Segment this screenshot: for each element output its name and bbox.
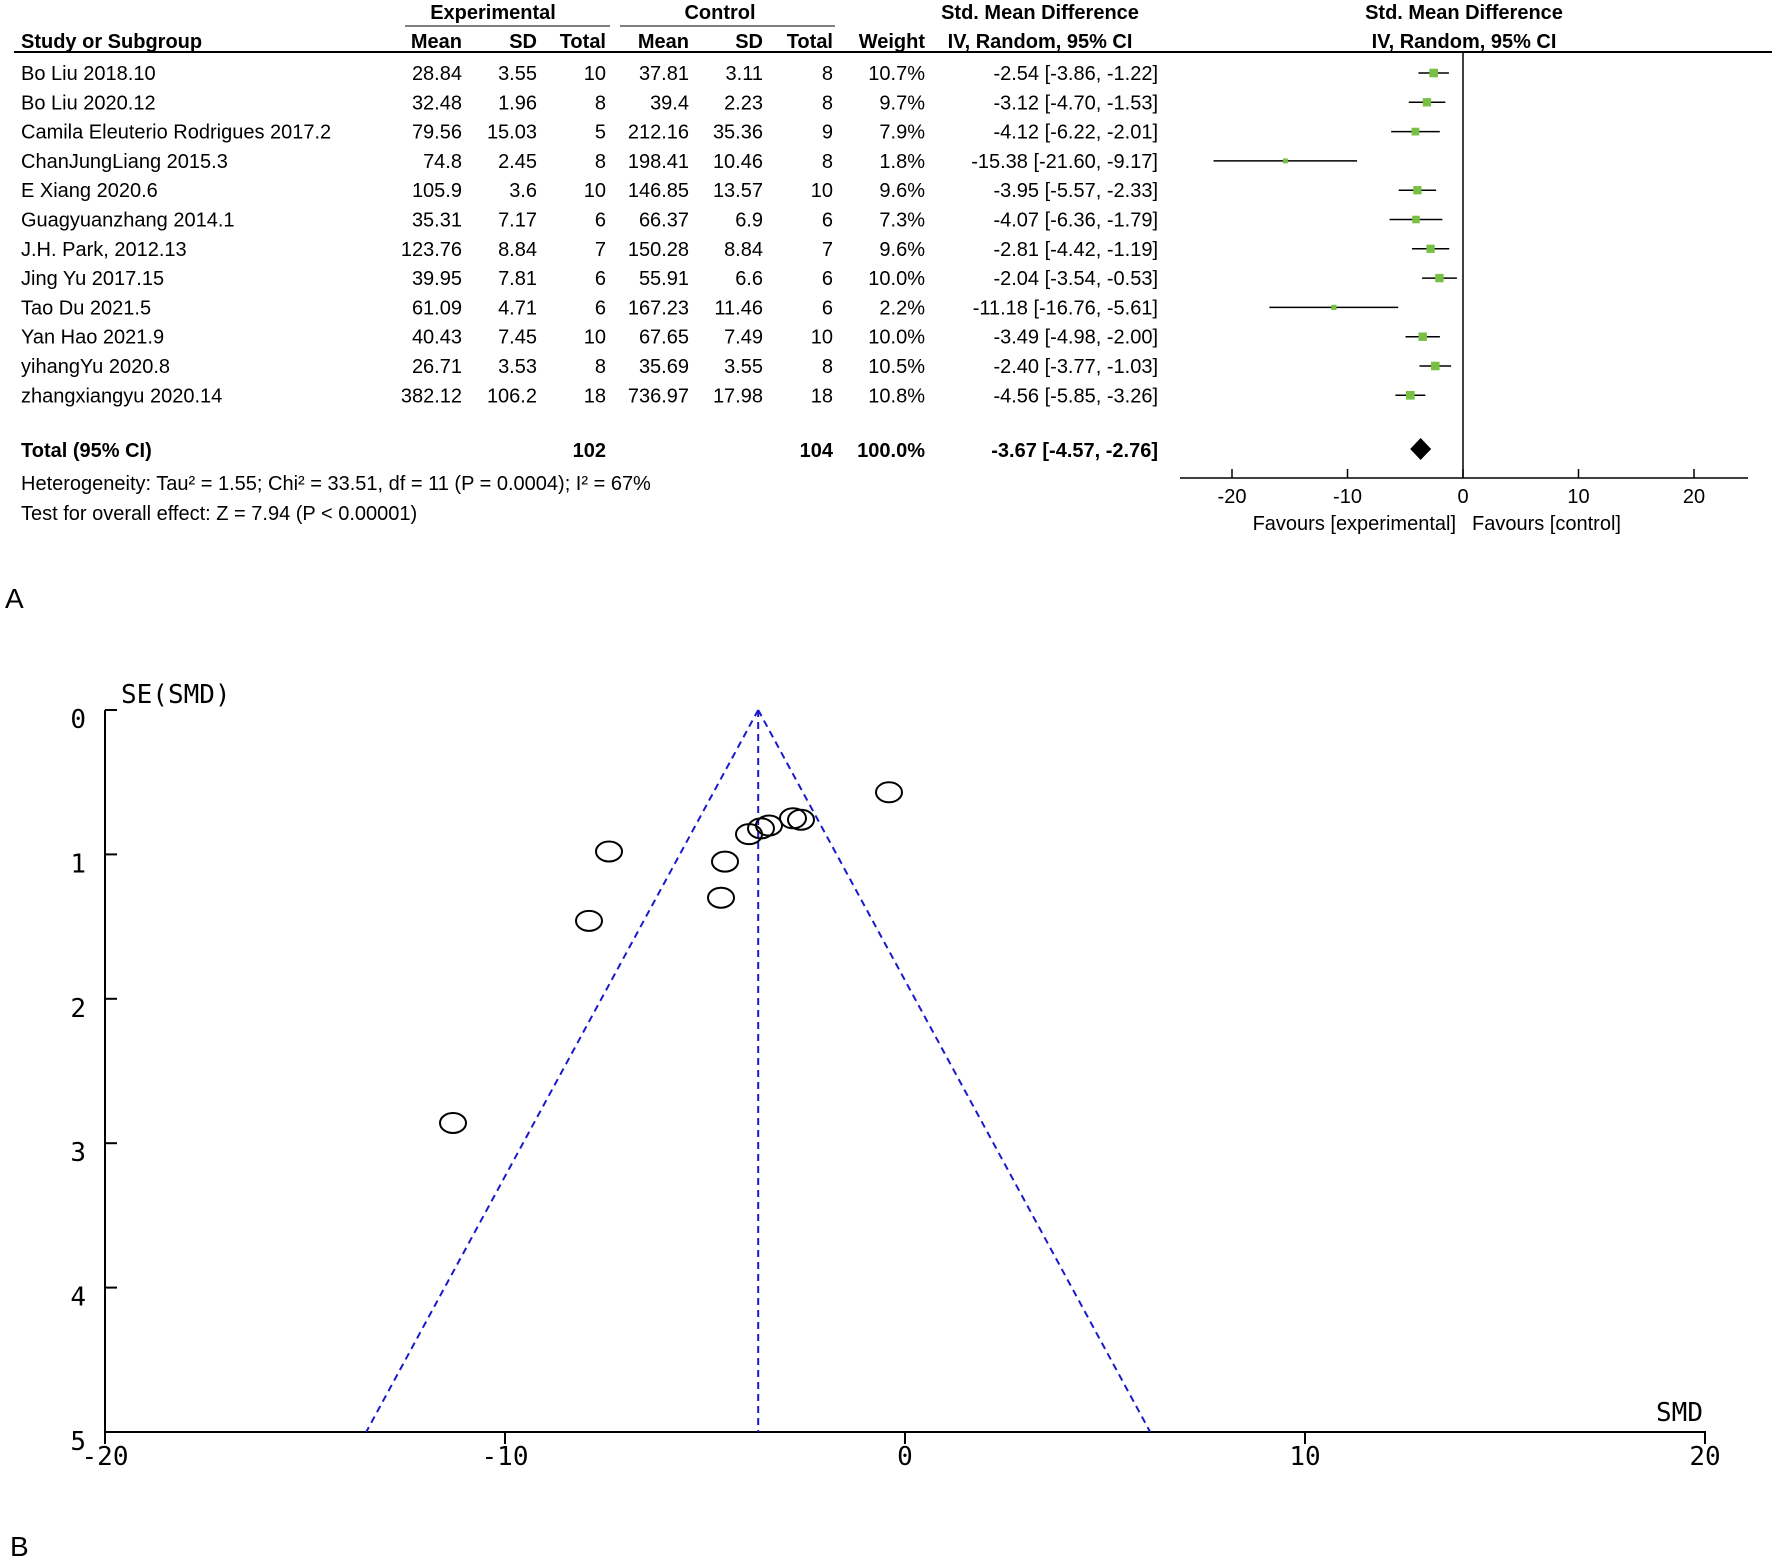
cell-c-sd: 17.98 <box>712 385 763 408</box>
cell-c-sd: 2.23 <box>724 92 763 115</box>
favours-control: Favours [control] <box>1472 513 1621 535</box>
cell-e-total: 10 <box>583 63 606 85</box>
cell-c-sd: 6.9 <box>735 209 763 232</box>
heterogeneity-text: Heterogeneity: Tau² = 1.55; Chi² = 33.51, df = 11 (P = 0.0004); I² = 67% <box>21 473 651 495</box>
effect-marker <box>1431 362 1440 371</box>
cell-e-mean: 39.95 <box>411 268 462 291</box>
y-tick-label: 3 <box>70 1138 86 1169</box>
cell-e-mean: 382.12 <box>400 385 462 408</box>
study-name: zhangxiangyu 2020.14 <box>21 385 223 408</box>
cell-e-mean: 26.71 <box>411 356 462 378</box>
cell-e-total: 8 <box>594 150 606 173</box>
effect-marker <box>1412 128 1420 136</box>
cell-weight: 9.7% <box>879 92 925 115</box>
cell-weight: 7.3% <box>879 209 925 232</box>
cell-c-mean: 150.28 <box>627 238 689 261</box>
header-e-mean: Mean <box>410 31 462 53</box>
cell-c-mean: 35.69 <box>638 356 689 378</box>
funnel-plot <box>70 680 1720 1472</box>
x-tick-label: -10 <box>1333 486 1362 508</box>
header-smd: Std. Mean Difference <box>941 2 1139 24</box>
cell-ci: -2.40 [-3.77, -1.03] <box>993 356 1158 378</box>
cell-e-total: 8 <box>594 92 606 115</box>
funnel-points <box>440 782 902 1133</box>
cell-weight: 1.8% <box>879 150 925 173</box>
study-name: Camila Eleuterio Rodrigues 2017.2 <box>21 121 332 144</box>
header-ci: IV, Random, 95% CI <box>947 31 1133 53</box>
header-c-mean: Mean <box>637 31 689 53</box>
cell-weight: 10.5% <box>868 356 925 378</box>
cell-e-total: 18 <box>583 385 606 408</box>
cell-e-mean: 40.43 <box>411 326 462 349</box>
cell-e-total: 6 <box>594 209 606 232</box>
funnel-x-label: SMD <box>1656 1398 1703 1428</box>
x-tick-label: 10 <box>1567 486 1590 508</box>
cell-c-mean: 736.97 <box>627 385 689 408</box>
x-tick-label: 20 <box>1682 486 1706 508</box>
cell-e-mean: 28.84 <box>411 63 462 85</box>
x-tick-label: 10 <box>1289 1442 1321 1472</box>
study-name: Tao Du 2021.5 <box>21 297 152 320</box>
cell-e-total: 5 <box>594 121 606 144</box>
header-control: Control <box>684 2 756 24</box>
cell-c-total: 8 <box>821 150 833 173</box>
cell-e-sd: 3.6 <box>509 180 537 203</box>
cell-e-mean: 123.76 <box>400 238 462 261</box>
effect-marker <box>1423 98 1431 106</box>
cell-ci: -2.81 [-4.42, -1.19] <box>993 238 1158 261</box>
pooled-diamond <box>1410 438 1431 460</box>
cell-c-mean: 39.4 <box>650 92 689 115</box>
cell-c-sd: 7.49 <box>724 326 763 349</box>
study-point <box>876 782 902 802</box>
cell-c-sd: 35.36 <box>712 121 763 144</box>
study-point <box>596 842 622 862</box>
panel-label-b: B <box>10 1531 29 1562</box>
funnel-y-ticks <box>70 705 117 1457</box>
header-study: Study or Subgroup <box>21 31 203 53</box>
effect-marker <box>1413 186 1421 194</box>
header-e-sd: SD <box>509 31 537 53</box>
cell-c-total: 6 <box>821 209 833 232</box>
cell-c-total: 9 <box>821 121 833 144</box>
cell-c-total: 7 <box>821 238 833 261</box>
total-c-total: 104 <box>799 440 833 462</box>
forest-x-ticks <box>1218 469 1706 508</box>
cell-e-mean: 74.8 <box>423 150 462 173</box>
cell-c-mean: 167.23 <box>627 297 689 320</box>
header-ci-plot: IV, Random, 95% CI <box>1371 31 1557 53</box>
cell-e-sd: 106.2 <box>486 385 537 408</box>
header-smd-plot: Std. Mean Difference <box>1365 2 1563 24</box>
cell-c-total: 10 <box>810 180 833 203</box>
panel-label-a: A <box>5 583 24 614</box>
cell-weight: 2.2% <box>879 297 925 320</box>
effect-marker <box>1426 245 1434 253</box>
forest-marks <box>1214 69 1457 460</box>
study-name: Bo Liu 2020.12 <box>21 92 156 115</box>
y-tick-label: 0 <box>70 705 86 735</box>
cell-c-sd: 3.11 <box>725 63 763 85</box>
funnel-x-ticks <box>82 1432 1721 1472</box>
forest-plot <box>1180 52 1748 535</box>
cell-e-total: 6 <box>594 268 606 291</box>
cell-e-total: 6 <box>594 297 606 320</box>
funnel-y-label: SE(SMD) <box>121 680 231 710</box>
study-name: ChanJungLiang 2015.3 <box>21 150 228 173</box>
effect-marker <box>1412 216 1420 224</box>
funnel-right-limit <box>758 710 1150 1432</box>
cell-c-sd: 8.84 <box>724 238 763 261</box>
cell-c-total: 8 <box>821 356 833 378</box>
cell-c-total: 8 <box>821 63 833 85</box>
cell-weight: 10.8% <box>868 385 925 408</box>
cell-c-sd: 13.57 <box>712 180 763 203</box>
cell-e-sd: 1.96 <box>498 92 537 115</box>
cell-e-mean: 105.9 <box>411 180 462 203</box>
cell-e-mean: 79.56 <box>411 121 462 144</box>
effect-marker <box>1429 69 1438 78</box>
y-tick-label: 1 <box>70 849 86 880</box>
cell-e-sd: 4.71 <box>498 297 537 320</box>
effect-marker <box>1418 332 1426 340</box>
cell-c-total: 8 <box>821 92 833 115</box>
cell-ci: -3.49 [-4.98, -2.00] <box>993 326 1158 349</box>
study-name: Yan Hao 2021.9 <box>21 326 165 349</box>
cell-e-mean: 32.48 <box>411 92 462 115</box>
cell-weight: 10.0% <box>868 326 925 349</box>
study-name: E Xiang 2020.6 <box>21 180 158 203</box>
study-name: Guagyuanzhang 2014.1 <box>21 209 235 232</box>
total-ci: -3.67 [-4.57, -2.76] <box>991 440 1158 462</box>
cell-c-total: 6 <box>821 268 833 291</box>
study-point <box>712 852 738 872</box>
cell-weight: 10.0% <box>868 268 925 291</box>
total-e-total: 102 <box>572 440 606 462</box>
cell-ci: -15.38 [-21.60, -9.17] <box>971 150 1158 173</box>
cell-c-total: 10 <box>810 326 833 349</box>
cell-e-mean: 61.09 <box>411 297 462 320</box>
cell-c-mean: 66.37 <box>638 209 689 232</box>
cell-e-total: 10 <box>583 326 606 349</box>
cell-ci: -4.12 [-6.22, -2.01] <box>993 121 1158 144</box>
y-tick-label: 4 <box>70 1282 86 1313</box>
cell-ci: -2.54 [-3.86, -1.22] <box>993 63 1158 85</box>
y-tick-label: 2 <box>70 993 86 1024</box>
forest-header <box>14 2 1772 53</box>
study-point <box>708 888 734 908</box>
cell-c-total: 6 <box>821 297 833 320</box>
cell-c-sd: 3.55 <box>724 356 763 378</box>
cell-ci: -4.56 [-5.85, -3.26] <box>993 385 1158 408</box>
x-tick-label: -10 <box>481 1442 529 1472</box>
y-tick-label: 5 <box>70 1427 86 1457</box>
effect-marker <box>1331 305 1336 310</box>
cell-e-sd: 3.53 <box>498 356 537 378</box>
header-e-total: Total <box>559 31 606 53</box>
cell-e-sd: 7.17 <box>498 209 537 232</box>
cell-e-total: 10 <box>583 180 606 203</box>
forest-rows <box>21 63 1158 462</box>
cell-c-sd: 6.6 <box>735 268 763 291</box>
cell-c-total: 18 <box>810 385 833 408</box>
overall-effect-text: Test for overall effect: Z = 7.94 (P < 0.00001) <box>21 503 418 525</box>
study-point <box>576 911 602 931</box>
favours-experimental: Favours [experimental] <box>1252 513 1456 535</box>
cell-weight: 9.6% <box>879 180 925 203</box>
cell-c-sd: 11.46 <box>714 297 763 320</box>
effect-marker <box>1435 274 1443 282</box>
x-tick-label: 0 <box>1457 486 1469 508</box>
cell-weight: 7.9% <box>879 121 925 144</box>
cell-e-sd: 3.55 <box>498 63 537 85</box>
cell-c-mean: 146.85 <box>627 180 689 203</box>
study-name: Bo Liu 2018.10 <box>21 63 156 85</box>
study-name: J.H. Park, 2012.13 <box>21 238 187 261</box>
study-name: Jing Yu 2017.15 <box>21 268 165 291</box>
effect-marker <box>1406 391 1415 400</box>
cell-e-sd: 7.45 <box>498 326 537 349</box>
cell-c-mean: 37.81 <box>638 63 689 85</box>
study-point <box>440 1113 466 1133</box>
effect-marker <box>1283 158 1288 163</box>
header-weight: Weight <box>858 31 925 53</box>
study-name: yihangYu 2020.8 <box>21 356 171 378</box>
cell-e-total: 7 <box>594 238 606 261</box>
cell-weight: 9.6% <box>879 238 925 261</box>
header-experimental: Experimental <box>430 2 556 24</box>
cell-ci: -3.95 [-5.57, -2.33] <box>993 180 1158 203</box>
cell-ci: -4.07 [-6.36, -1.79] <box>993 209 1158 232</box>
total-weight: 100.0% <box>857 440 925 462</box>
cell-e-sd: 15.03 <box>486 121 537 144</box>
funnel-left-limit <box>366 710 758 1432</box>
cell-e-sd: 8.84 <box>498 238 537 261</box>
x-tick-label: 20 <box>1689 1442 1721 1472</box>
cell-weight: 10.7% <box>868 63 925 85</box>
cell-ci: -11.18 [-16.76, -5.61] <box>972 297 1158 320</box>
cell-e-mean: 35.31 <box>411 209 462 232</box>
cell-ci: -3.12 [-4.70, -1.53] <box>993 92 1158 115</box>
x-tick-label: -20 <box>1217 486 1247 508</box>
cell-e-sd: 7.81 <box>498 268 537 291</box>
x-tick-label: -20 <box>81 1442 129 1472</box>
cell-c-mean: 212.16 <box>627 121 689 144</box>
cell-e-total: 8 <box>594 356 606 378</box>
cell-ci: -2.04 [-3.54, -0.53] <box>993 268 1158 291</box>
header-c-total: Total <box>786 31 833 53</box>
cell-c-sd: 10.46 <box>712 150 763 173</box>
total-label: Total (95% CI) <box>21 440 152 462</box>
cell-e-sd: 2.45 <box>498 150 537 173</box>
cell-c-mean: 55.91 <box>638 268 689 291</box>
header-c-sd: SD <box>735 31 763 53</box>
x-tick-label: 0 <box>897 1442 913 1472</box>
cell-c-mean: 67.65 <box>638 326 689 349</box>
cell-c-mean: 198.41 <box>627 150 689 173</box>
